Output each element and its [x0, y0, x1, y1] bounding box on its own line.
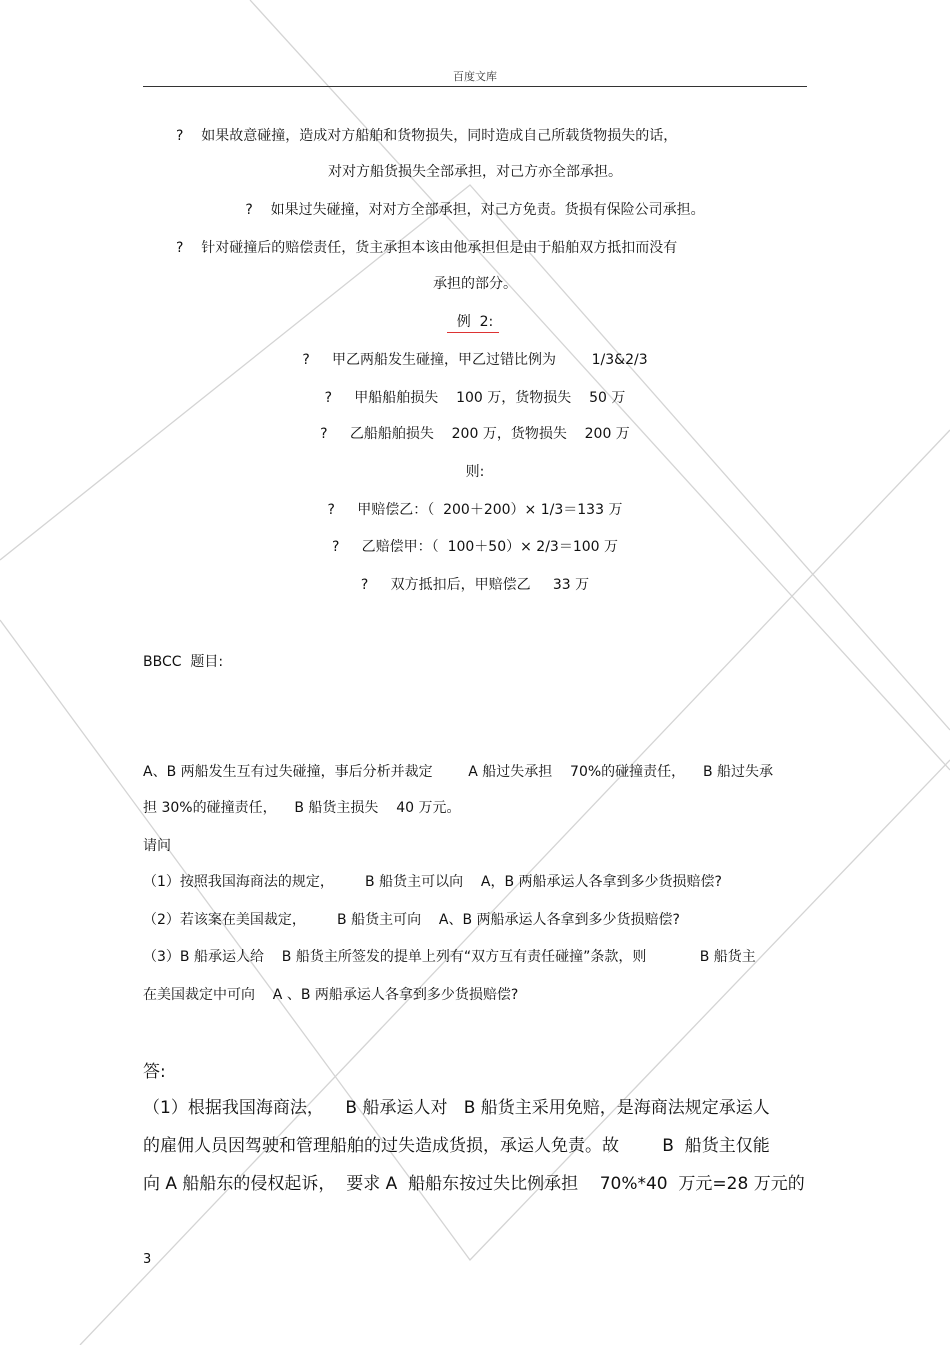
bullet-line: ? 甲赔偿乙：（ 200＋200）× 1/3＝133 万: [327, 502, 623, 518]
page-number: 3: [143, 1252, 152, 1267]
bullet-line: ? 甲船船舶损失 100 万，货物损失 50 万: [324, 390, 626, 406]
bullet-line: ? 如果故意碰撞，造成对方船舶和货物损失，同时造成自己所载货物损失的话，: [176, 128, 678, 144]
answer-heading: 答:: [143, 1062, 166, 1082]
text-line: 对对方船货损失全部承担，对己方亦全部承担。: [328, 164, 622, 180]
question-text: A、B 两船发生互有过失碰撞，事后分析并裁定 A 船过失承担 70%的碰撞责任， B 船过失承: [143, 764, 774, 780]
spellcheck-underline: [447, 332, 499, 333]
watermark-stroke: [0, 620, 950, 1260]
example-heading: 例 2:: [456, 314, 494, 330]
bullet-line: ? 乙船船舶损失 200 万，货物损失 200 万: [320, 426, 630, 442]
question-item: （2）若该案在美国裁定， B 船货主可向 A、B 两船承运人各拿到多少货损赔偿?: [143, 912, 680, 928]
question-item: 在美国裁定中可向 A 、B 两船承运人各拿到多少货损赔偿?: [143, 987, 519, 1003]
bullet-line: ? 针对碰撞后的赔偿责任，货主承担本该由他承担但是由于船舶双方抵扣而没有: [176, 240, 678, 256]
bullet-line: ? 双方抵扣后，甲赔偿乙 33 万: [360, 577, 590, 593]
header-divider: [143, 86, 807, 87]
answer-text: 的雇佣人员因驾驶和管理船舶的过失造成货损，承运人免责。故 B 船货主仅能: [143, 1136, 770, 1156]
page-header: 百度文库: [453, 70, 497, 83]
bullet-line: ? 乙赔偿甲：（ 100＋50）× 2/3＝100 万: [331, 539, 618, 555]
watermark-stroke: [0, 185, 950, 730]
answer-text: （1）根据我国海商法， B 船承运人对 B 船货主采用免赔，是海商法规定承运人: [143, 1098, 770, 1118]
question-text: 请问: [143, 838, 171, 854]
question-item: （3）B 船承运人给 B 船货主所签发的提单上列有“双方互有责任碰撞”条款，则 B 船货主: [143, 949, 756, 965]
bullet-line: ? 如果过失碰撞，对对方全部承担，对己方免责。货损有保险公司承担。: [245, 202, 705, 218]
question-text: 担 30%的碰撞责任， B 船货主损失 40 万元。: [143, 800, 461, 816]
text-line: 则:: [465, 464, 485, 480]
bullet-line: ? 甲乙两船发生碰撞，甲乙过错比例为 1/3&2/3: [302, 352, 648, 368]
section-heading: BBCC 题目:: [143, 654, 224, 670]
answer-text: 向 A 船船东的侵权起诉， 要求 A 船船东按过失比例承担 70%*40 万元=28 万元的: [143, 1174, 805, 1194]
question-item: （1）按照我国海商法的规定， B 船货主可以向 A，B 两船承运人各拿到多少货损赔偿?: [143, 874, 722, 890]
watermark-stroke: [250, 0, 950, 770]
text-line: 承担的部分。: [433, 276, 517, 292]
